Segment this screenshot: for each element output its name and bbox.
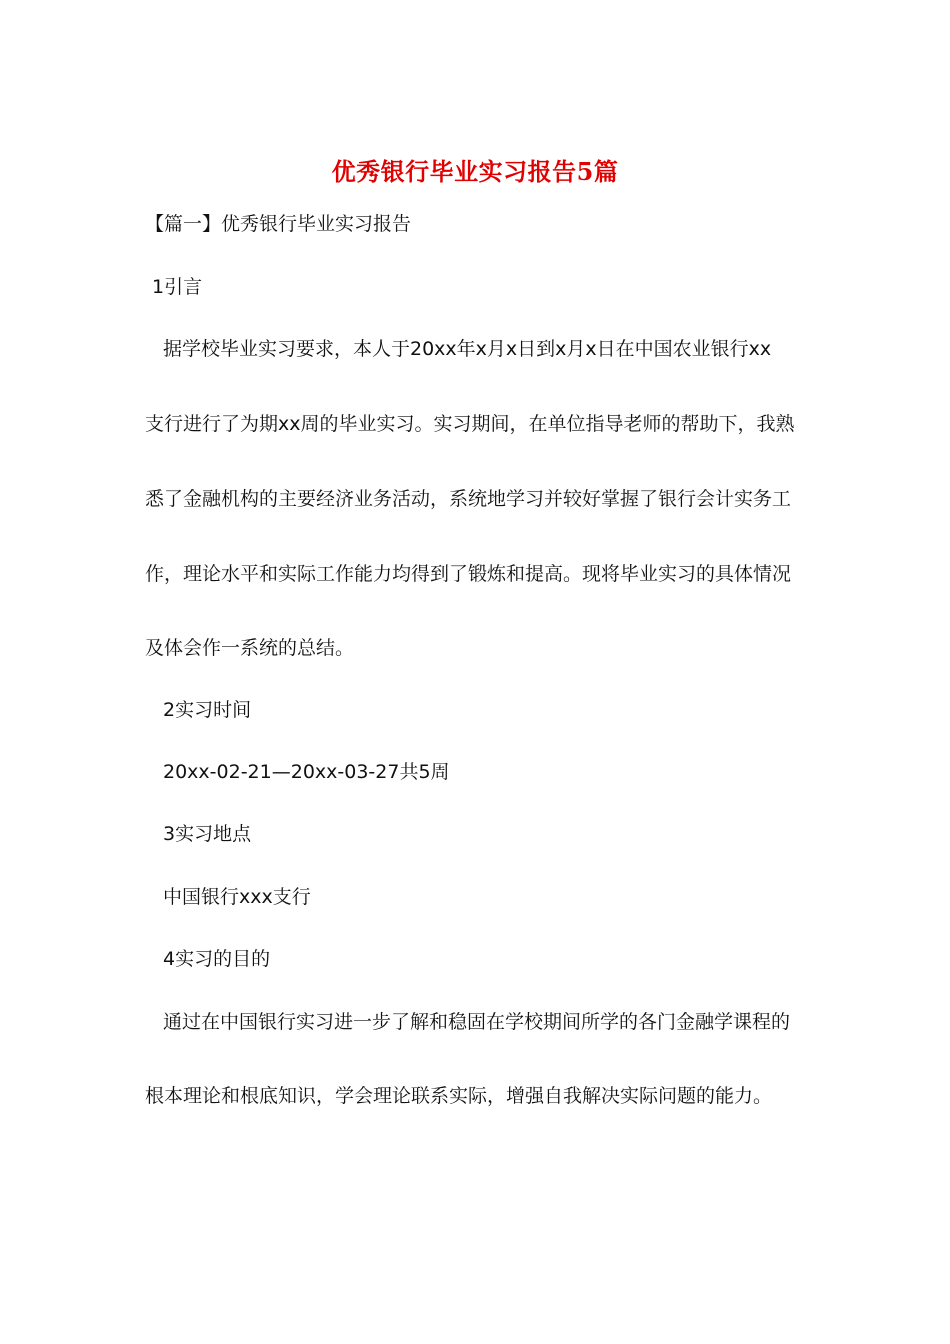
intro-paragraph-line: 悉了金融机构的主要经济业务活动，系统地学习并较好掌握了银行会计实务工 xyxy=(145,488,792,510)
intro-paragraph-line: 据学校毕业实习要求，本人于20xx年x月x日到x月x日在中国农业银行xx xyxy=(163,338,772,360)
heading-internship-location: 3实习地点 xyxy=(163,823,252,845)
heading-internship-purpose: 4实习的目的 xyxy=(163,948,271,970)
heading-introduction: 1引言 xyxy=(152,276,203,298)
section-heading: 【篇一】优秀银行毕业实习报告 xyxy=(145,213,412,235)
internship-location-text: 中国银行xxx支行 xyxy=(163,886,311,908)
intro-paragraph-line: 作，理论水平和实际工作能力均得到了锻炼和提高。现将毕业实习的具体情况 xyxy=(145,563,792,585)
purpose-paragraph-line: 根本理论和根底知识，学会理论联系实际，增强自我解决实际问题的能力。 xyxy=(145,1085,773,1107)
intro-paragraph-line: 及体会作一系统的总结。 xyxy=(145,637,355,659)
intro-paragraph-line: 支行进行了为期xx周的毕业实习。实习期间，在单位指导老师的帮助下，我熟 xyxy=(145,413,795,435)
purpose-paragraph-line: 通过在中国银行实习进一步了解和稳固在学校期间所学的各门金融学课程的 xyxy=(163,1011,791,1033)
internship-period-text: 20xx-02-21—20xx-03-27共5周 xyxy=(163,761,450,783)
heading-internship-period: 2实习时间 xyxy=(163,699,252,721)
document-title: 优秀银行毕业实习报告5篇 xyxy=(331,157,619,186)
